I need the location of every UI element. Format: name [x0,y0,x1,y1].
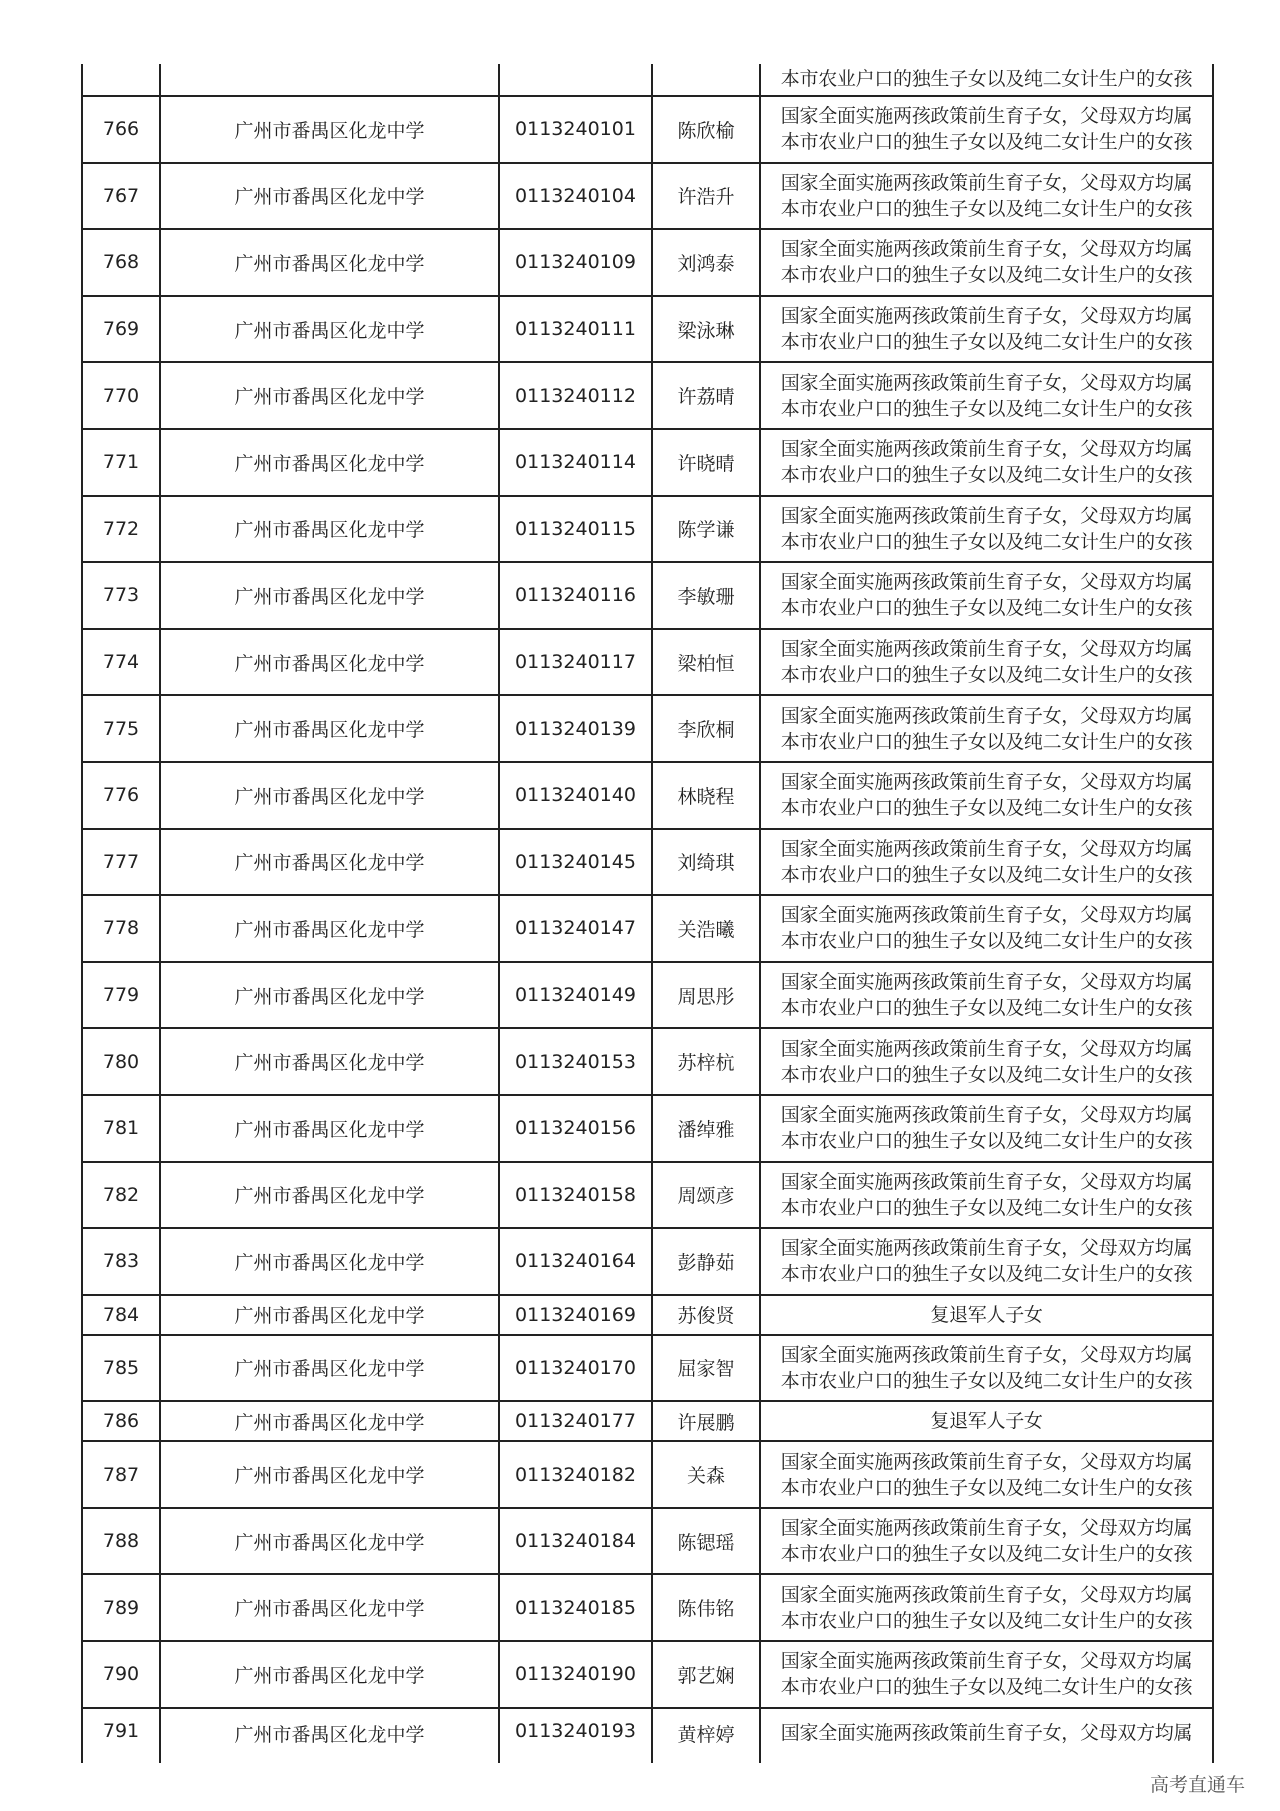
cell-name [653,64,761,95]
cell-school: 广州市番禺区化龙中学 [161,1096,500,1161]
remark-line: 本市农业户口的独生子女以及纯二女计生户的女孩 [780,131,1193,154]
remark-line: 国家全面实施两孩政策前生育子女，父母双方均属 [780,571,1193,594]
remark-text [781,1648,1192,1700]
remark-text [781,236,1192,288]
cell-name: 潘绰雅 [653,1096,761,1161]
remark-line: 国家全面实施两孩政策前生育子女，父母双方均属 [780,371,1193,394]
cell-name: 梁柏恒 [653,630,761,695]
cell-school: 广州市番禺区化龙中学 [161,164,500,229]
cell-no: 776 [83,763,161,828]
cell-school: 广州市番禺区化龙中学 [161,896,500,961]
table-row [83,963,1212,1030]
cell-id: 0113240117 [500,630,653,695]
cell-no: 777 [83,830,161,895]
cell-school: 广州市番禺区化龙中学 [161,1575,500,1640]
cell-remark [761,97,1212,162]
cell-no: 770 [83,363,161,428]
cell-id: 0113240170 [500,1336,653,1401]
cell-remark [761,1575,1212,1640]
cell-no: 782 [83,1163,161,1228]
cell-remark [761,1096,1212,1161]
cell-no: 774 [83,630,161,695]
cell-remark [761,230,1212,295]
cell-no: 769 [83,297,161,362]
remark-line: 复退军人子女 [930,1410,1043,1433]
table-row [83,1096,1212,1163]
cell-id: 0113240104 [500,164,653,229]
remark-text [781,1102,1192,1154]
cell-name: 陈欣榆 [653,97,761,162]
cell-name: 关浩曦 [653,896,761,961]
cell-school [161,64,500,95]
remark-text [781,1235,1192,1287]
cell-school: 广州市番禺区化龙中学 [161,1709,500,1763]
remark-text [930,1302,1042,1328]
remark-line: 本市农业户口的独生子女以及纯二女计生户的女孩 [780,1196,1193,1219]
remark-line: 本市农业户口的独生子女以及纯二女计生户的女孩 [780,597,1193,620]
remark-line: 本市农业户口的独生子女以及纯二女计生户的女孩 [780,397,1193,420]
table-row [83,563,1212,630]
remark-text [781,636,1192,688]
cell-id: 0113240101 [500,97,653,162]
cell-school: 广州市番禺区化龙中学 [161,1442,500,1507]
remark-text [781,436,1192,488]
cell-no: 771 [83,430,161,495]
cell-id: 0113240164 [500,1229,653,1294]
table-row [83,297,1212,364]
table-row [83,497,1212,564]
cell-school: 广州市番禺区化龙中学 [161,1402,500,1440]
remark-text [781,1169,1192,1221]
remark-line: 国家全面实施两孩政策前生育子女，父母双方均属 [780,1583,1193,1606]
table-row [83,1402,1212,1442]
remark-line: 国家全面实施两孩政策前生育子女，父母双方均属 [780,171,1193,194]
cell-no: 781 [83,1096,161,1161]
cell-remark [761,1229,1212,1294]
cell-name: 许荔晴 [653,363,761,428]
remark-line: 本市农业户口的独生子女以及纯二女计生户的女孩 [780,930,1193,953]
cell-remark [761,1509,1212,1574]
remark-line: 国家全面实施两孩政策前生育子女，父母双方均属 [780,704,1193,727]
cell-no: 779 [83,963,161,1028]
cell-id: 0113240147 [500,896,653,961]
table-row [83,763,1212,830]
cell-name: 李敏珊 [653,563,761,628]
remark-text [781,1449,1192,1501]
remark-text [781,1515,1192,1567]
cell-name: 刘鸿泰 [653,230,761,295]
cell-name: 梁泳琳 [653,297,761,362]
cell-no: 780 [83,1029,161,1094]
cell-id: 0113240112 [500,363,653,428]
cell-school: 广州市番禺区化龙中学 [161,1296,500,1334]
cell-school: 广州市番禺区化龙中学 [161,1509,500,1574]
remark-line: 本市农业户口的独生子女以及纯二女计生户的女孩 [780,530,1193,553]
table-row [83,1509,1212,1576]
remark-text [781,969,1192,1021]
remark-line: 国家全面实施两孩政策前生育子女，父母双方均属 [780,438,1193,461]
cell-id: 0113240193 [500,1709,653,1763]
table-row [83,97,1212,164]
cell-name: 苏梓杭 [653,1029,761,1094]
cell-remark [761,1336,1212,1401]
cell-id: 0113240169 [500,1296,653,1334]
cell-name: 陈学谦 [653,497,761,562]
cell-id: 0113240153 [500,1029,653,1094]
remark-text [781,569,1192,621]
cell-name: 关森 [653,1442,761,1507]
table-row [83,1029,1212,1096]
remark-line: 国家全面实施两孩政策前生育子女，父母双方均属 [780,1517,1193,1540]
remark-line: 国家全面实施两孩政策前生育子女，父母双方均属 [780,771,1193,794]
remark-text [781,1582,1192,1634]
remark-line: 国家全面实施两孩政策前生育子女，父母双方均属 [780,238,1193,261]
remark-line: 国家全面实施两孩政策前生育子女，父母双方均属 [780,904,1193,927]
cell-name: 彭静茹 [653,1229,761,1294]
cell-school: 广州市番禺区化龙中学 [161,563,500,628]
cell-no: 784 [83,1296,161,1334]
remark-text [781,902,1192,954]
cell-name: 李欣桐 [653,696,761,761]
cell-no: 767 [83,164,161,229]
table-row [83,430,1212,497]
cell-name: 郭艺娴 [653,1642,761,1707]
cell-school: 广州市番禺区化龙中学 [161,363,500,428]
cell-remark [761,164,1212,229]
table-row [83,1163,1212,1230]
cell-remark [761,763,1212,828]
remark-line: 本市农业户口的独生子女以及纯二女计生户的女孩 [780,1130,1193,1153]
cell-name: 陈锶瑶 [653,1509,761,1574]
table-row [83,696,1212,763]
table-row [83,164,1212,231]
remark-text [930,1408,1042,1434]
cell-remark [761,1709,1212,1763]
remark-line: 本市农业户口的独生子女以及纯二女计生户的女孩 [780,1263,1193,1286]
cell-no: 789 [83,1575,161,1640]
remark-text [781,1036,1192,1088]
cell-school: 广州市番禺区化龙中学 [161,1029,500,1094]
table-row [83,1575,1212,1642]
cell-name: 刘绮琪 [653,830,761,895]
cell-name: 苏俊贤 [653,1296,761,1334]
remark-line: 本市农业户口的独生子女以及纯二女计生户的女孩 [780,1676,1193,1699]
cell-name: 屈家智 [653,1336,761,1401]
table-row [83,1296,1212,1336]
cell-school: 广州市番禺区化龙中学 [161,230,500,295]
cell-remark [761,563,1212,628]
cell-name: 许浩升 [653,164,761,229]
remark-line: 本市农业户口的独生子女以及纯二女计生户的女孩 [780,1476,1193,1499]
remark-line: 本市农业户口的独生子女以及纯二女计生户的女孩 [780,68,1193,90]
remark-text [781,303,1192,355]
cell-no: 791 [83,1709,161,1763]
remark-text [781,1720,1192,1746]
cell-id: 0113240115 [500,497,653,562]
cell-name: 林晓程 [653,763,761,828]
remark-line: 国家全面实施两孩政策前生育子女，父母双方均属 [780,971,1193,994]
remark-text [781,1342,1192,1394]
remark-line: 本市农业户口的独生子女以及纯二女计生户的女孩 [780,1609,1193,1632]
cell-no [83,64,161,95]
table-row [83,1642,1212,1709]
table-row [83,630,1212,697]
remark-text [781,103,1192,155]
remark-text [781,370,1192,422]
cell-school: 广州市番禺区化龙中学 [161,1229,500,1294]
remark-text [781,769,1192,821]
cell-remark [761,963,1212,1028]
cell-school: 广州市番禺区化龙中学 [161,963,500,1028]
remark-line: 本市农业户口的独生子女以及纯二女计生户的女孩 [780,1063,1193,1086]
cell-school: 广州市番禺区化龙中学 [161,696,500,761]
cell-name: 陈伟铭 [653,1575,761,1640]
cell-id: 0113240177 [500,1402,653,1440]
remark-line: 本市农业户口的独生子女以及纯二女计生户的女孩 [780,730,1193,753]
cell-id: 0113240140 [500,763,653,828]
remark-line: 国家全面实施两孩政策前生育子女，父母双方均属 [780,1037,1193,1060]
cell-name: 周思彤 [653,963,761,1028]
table-row [83,830,1212,897]
cell-id: 0113240190 [500,1642,653,1707]
cell-school: 广州市番禺区化龙中学 [161,1642,500,1707]
cell-remark [761,430,1212,495]
remark-line: 国家全面实施两孩政策前生育子女，父母双方均属 [780,837,1193,860]
cell-no: 778 [83,896,161,961]
cell-id: 0113240116 [500,563,653,628]
cell-no: 773 [83,563,161,628]
remark-line: 本市农业户口的独生子女以及纯二女计生户的女孩 [780,863,1193,886]
remark-line: 本市农业户口的独生子女以及纯二女计生户的女孩 [780,331,1193,354]
cell-remark [761,1163,1212,1228]
cell-id: 0113240156 [500,1096,653,1161]
cell-school: 广州市番禺区化龙中学 [161,1163,500,1228]
cell-id: 0113240184 [500,1509,653,1574]
cell-no: 766 [83,97,161,162]
remark-text [781,503,1192,555]
remark-line: 国家全面实施两孩政策前生育子女，父母双方均属 [780,305,1193,328]
remark-text [781,703,1192,755]
remark-line: 国家全面实施两孩政策前生育子女，父母双方均属 [780,105,1193,128]
table-row [83,1442,1212,1509]
table-row [83,363,1212,430]
table-row [83,230,1212,297]
cell-no: 788 [83,1509,161,1574]
cell-name: 许晓晴 [653,430,761,495]
remark-line: 本市农业户口的独生子女以及纯二女计生户的女孩 [780,264,1193,287]
remark-line: 国家全面实施两孩政策前生育子女，父母双方均属 [780,1721,1193,1744]
cell-name: 黄梓婷 [653,1709,761,1763]
remark-line: 复退军人子女 [930,1303,1043,1326]
cell-remark [761,896,1212,961]
cell-remark [761,497,1212,562]
cell-id: 0113240185 [500,1575,653,1640]
remark-line: 本市农业户口的独生子女以及纯二女计生户的女孩 [780,664,1193,687]
cell-id: 0113240182 [500,1442,653,1507]
cell-id: 0113240145 [500,830,653,895]
remark-line: 国家全面实施两孩政策前生育子女，父母双方均属 [780,1650,1193,1673]
cell-remark [761,1402,1212,1440]
table-row-partial [83,64,1212,97]
remark-line: 国家全面实施两孩政策前生育子女，父母双方均属 [780,1450,1193,1473]
cell-no: 785 [83,1336,161,1401]
remark-line: 国家全面实施两孩政策前生育子女，父母双方均属 [780,1170,1193,1193]
remark-line: 国家全面实施两孩政策前生育子女，父母双方均属 [780,1104,1193,1127]
cell-remark [761,363,1212,428]
cell-remark [761,1642,1212,1707]
cell-id: 0113240111 [500,297,653,362]
cell-school: 广州市番禺区化龙中学 [161,1336,500,1401]
cell-remark [761,630,1212,695]
cell-no: 790 [83,1642,161,1707]
watermark: 高考直通车 [1150,1774,1246,1796]
cell-id: 0113240114 [500,430,653,495]
cell-id: 0113240109 [500,230,653,295]
table-row [83,1336,1212,1403]
cell-remark [761,696,1212,761]
cell-school: 广州市番禺区化龙中学 [161,763,500,828]
remark-line: 本市农业户口的独生子女以及纯二女计生户的女孩 [780,997,1193,1020]
remark-line: 国家全面实施两孩政策前生育子女，父母双方均属 [780,504,1193,527]
remark-line: 本市农业户口的独生子女以及纯二女计生户的女孩 [780,797,1193,820]
cell-no: 786 [83,1402,161,1440]
cell-remark [761,830,1212,895]
cell-id [500,64,653,95]
remark-line: 本市农业户口的独生子女以及纯二女计生户的女孩 [780,197,1193,220]
cell-school: 广州市番禺区化龙中学 [161,297,500,362]
remark-text [781,836,1192,888]
cell-id: 0113240139 [500,696,653,761]
table-row [83,1709,1212,1763]
student-list-table [81,64,1214,1763]
cell-no: 787 [83,1442,161,1507]
table-row [83,1229,1212,1296]
cell-school: 广州市番禺区化龙中学 [161,497,500,562]
remark-line: 本市农业户口的独生子女以及纯二女计生户的女孩 [780,1543,1193,1566]
table-row [83,896,1212,963]
remark-line: 国家全面实施两孩政策前生育子女，父母双方均属 [780,638,1193,661]
cell-no: 783 [83,1229,161,1294]
remark-line: 国家全面实施两孩政策前生育子女，父母双方均属 [780,1237,1193,1260]
cell-name: 许展鹏 [653,1402,761,1440]
remark-line: 本市农业户口的独生子女以及纯二女计生户的女孩 [780,1369,1193,1392]
remark-line: 本市农业户口的独生子女以及纯二女计生户的女孩 [780,464,1193,487]
cell-id: 0113240149 [500,963,653,1028]
cell-remark [761,64,1212,95]
cell-remark [761,297,1212,362]
remark-line: 国家全面实施两孩政策前生育子女，父母双方均属 [780,1343,1193,1366]
cell-remark [761,1442,1212,1507]
cell-id: 0113240158 [500,1163,653,1228]
cell-no: 772 [83,497,161,562]
cell-no: 775 [83,696,161,761]
cell-remark [761,1296,1212,1334]
cell-school: 广州市番禺区化龙中学 [161,630,500,695]
cell-school: 广州市番禺区化龙中学 [161,97,500,162]
cell-no: 768 [83,230,161,295]
remark-text [781,170,1192,222]
cell-school: 广州市番禺区化龙中学 [161,430,500,495]
cell-remark [761,1029,1212,1094]
cell-name: 周颂彦 [653,1163,761,1228]
cell-school: 广州市番禺区化龙中学 [161,830,500,895]
